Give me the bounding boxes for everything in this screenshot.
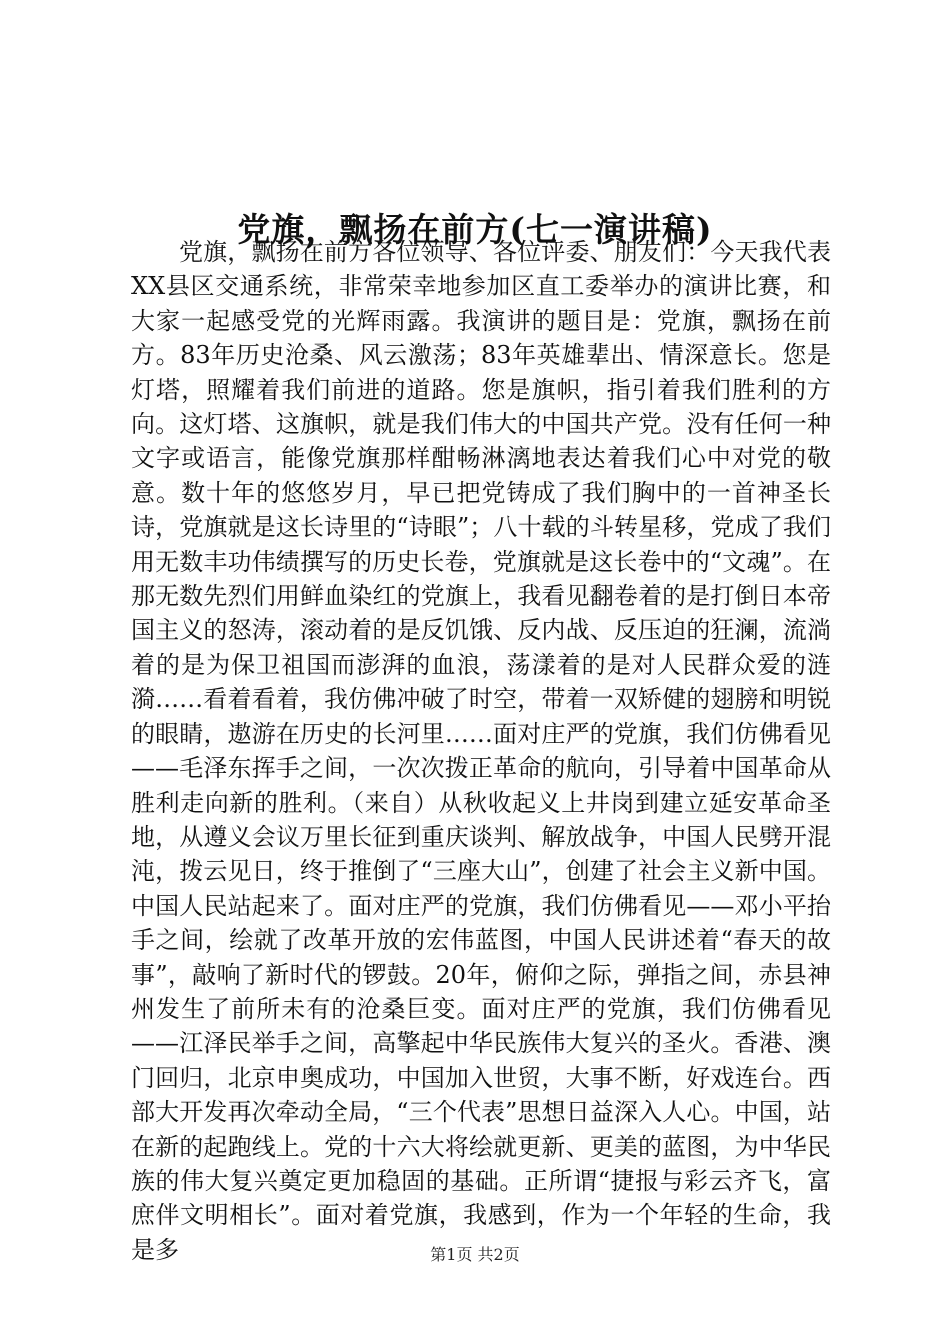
page-footer: 第1页 共2页: [430, 1245, 520, 1264]
body-paragraph: 党旗，飘扬在前方各位领导、各位评委、朋友们：今天我代表XX县区交通系统，非常荣幸地参加区直工委举办的演讲比赛，和大家一起感受党的光辉雨露。我演讲的题目是：党旗，飘扬在前方。83年历史沧桑、风云激荡；83年英雄辈出、情深意长。您是灯塔，照耀着我们前进的道路。您是旗帜，指引着我们胜利的方向。这灯塔、这旗帜，就是我们伟大的中国共产党。没有任何一种文字或语言，能像党旗那样酣畅淋漓地表达着我们心中对党的敬意。数十年的悠悠岁月，早已把党铸成了我们胸中的一首神圣长诗，党旗就是这长诗里的“诗眼”；八十载的斗转星移，党成了我们用无数丰功伟绩撰写的历史长卷，党旗就是这长卷中的“文魂”。在那无数先烈们用鲜血染红的党旗上，我看见翻卷着的是打倒日本帝国主义的怒涛，滚动着的是反饥饿、反内战、反压迫的狂澜，流淌着的是为保卫祖国而澎湃的血浪，荡漾着的是对人民群众爱的涟漪……看着看着，我仿佛冲破了时空，带着一双矫健的翅膀和明锐的眼睛，遨游在历史的长河里……面对庄严的党旗，我们仿佛看见——毛泽东挥手之间，一次次拨正革命的航向，引导着中国革命从胜利走向新的胜利。（来自）从秋收起义上井岗到建立延安革命圣地，从遵义会议万里长征到重庆谈判、解放战争，中国人民劈开混沌，拨云见日，终于推倒了“三座大山”，创建了社会主义新中国。中国人民站起来了。面对庄严的党旗，我们仿佛看见——邓小平抬手之间，绘就了改革开放的宏伟蓝图，中国人民讲述着“春天的故事”，敲响了新时代的锣鼓。20年，俯仰之际，弹指之间，赤县神州发生了前所未有的沧桑巨变。面对庄严的党旗，我们仿佛看见——江泽民举手之间，高擎起中华民族伟大复兴的圣火。香港、澳门回归，北京申奥成功，中国加入世贸，大事不断，好戏连台。西部大开发再次牵动全局，“三个代表”思想日益深入人心。中国，站在新的起跑线上。党的十六大将绘就更新、更美的蓝图，为中华民族的伟大复兴奠定更加稳固的基础。正所谓“捷报与彩云齐飞，富庶伴文明相长”。面对着党旗，我感到，作为一个年轻的生命，我是多: [131, 238, 831, 1264]
document-title: 党旗，飘扬在前方(七一演讲稿): [237, 210, 713, 250]
